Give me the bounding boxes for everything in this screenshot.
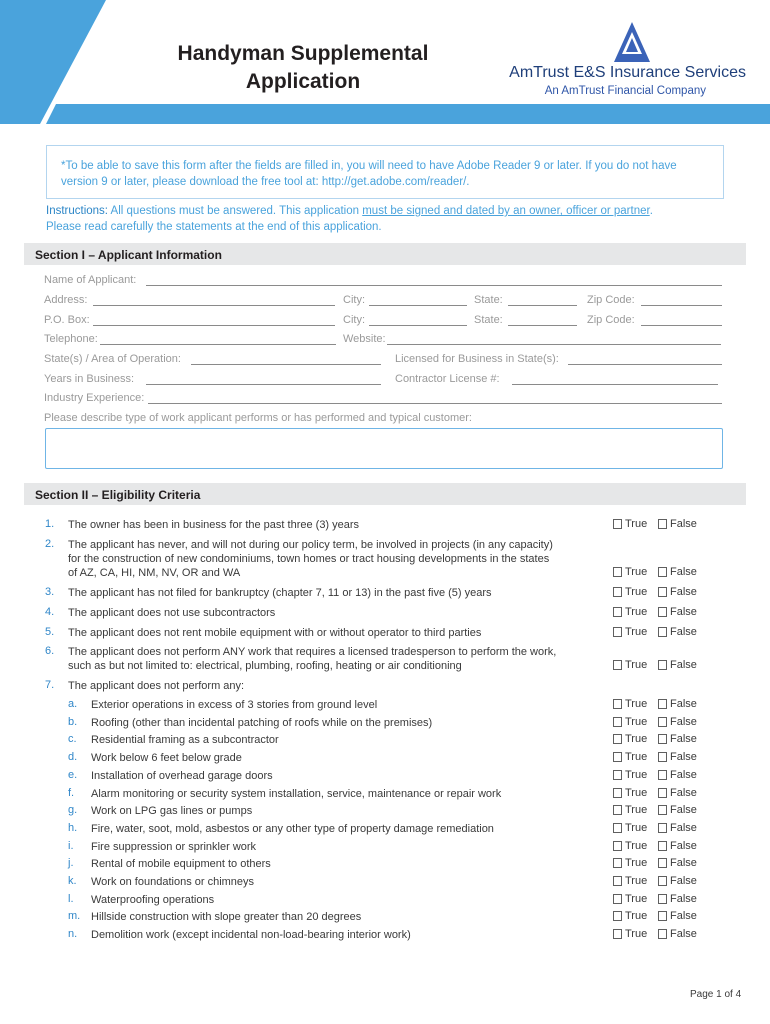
subitem-letter: k.: [68, 875, 77, 887]
section-2-header: Section II – Eligibility Criteria: [24, 483, 746, 505]
subitem-letter: d.: [68, 751, 78, 763]
subitem-letter: j.: [68, 857, 74, 869]
subitem-c-false-checkbox[interactable]: [658, 734, 667, 744]
subitem-n-true-label: True: [625, 928, 648, 940]
question-number: 2.: [45, 538, 55, 550]
states-area-label: State(s) / Area of Operation:: [44, 353, 181, 365]
applicant-name-field[interactable]: [146, 285, 722, 286]
subitem-i-false-checkbox[interactable]: [658, 841, 667, 851]
form-title: [150, 40, 456, 96]
subitem-letter: i.: [68, 840, 74, 852]
instructions-period: .: [649, 205, 653, 217]
subitem-a-true-checkbox[interactable]: [613, 699, 622, 709]
zip-field[interactable]: [641, 305, 722, 306]
question-5-true-checkbox[interactable]: [613, 627, 622, 637]
telephone-field[interactable]: [100, 344, 336, 345]
subitem-text: Work on LPG gas lines or pumps: [91, 805, 253, 817]
subitem-j-false-checkbox[interactable]: [658, 858, 667, 868]
question-4-true-checkbox[interactable]: [613, 607, 622, 617]
subitem-n-true-checkbox[interactable]: [613, 929, 622, 939]
question-1-false-label: False: [670, 518, 697, 530]
pobox-state-field[interactable]: [508, 325, 577, 326]
state-label: State:: [474, 294, 503, 306]
subitem-letter: e.: [68, 769, 78, 781]
question-4-false-checkbox[interactable]: [658, 607, 667, 617]
instructions-label: Instructions:: [46, 205, 108, 217]
question-5-false-label: False: [670, 626, 697, 638]
subitem-g-false-label: False: [670, 804, 697, 816]
subitem-j-true-checkbox[interactable]: [613, 858, 622, 868]
zip-label: Zip Code:: [587, 294, 635, 306]
subitem-g-true-checkbox[interactable]: [613, 805, 622, 815]
question-3-false-checkbox[interactable]: [658, 587, 667, 597]
subitem-text: Fire suppression or sprinkler work: [91, 841, 257, 853]
years-in-business-label: Years in Business:: [44, 373, 135, 385]
question-6-true-checkbox[interactable]: [613, 660, 622, 670]
question-6-false-checkbox[interactable]: [658, 660, 667, 670]
subitem-d-true-checkbox[interactable]: [613, 752, 622, 762]
question-number: 3.: [45, 586, 55, 598]
pobox-city-label: City:: [343, 314, 365, 326]
subitem-j-true-label: True: [625, 857, 648, 869]
subitem-text: Alarm monitoring or security system installation, service, maintenance or repair work: [91, 788, 502, 800]
subitem-k-true-checkbox[interactable]: [613, 876, 622, 886]
pobox-city-field[interactable]: [369, 325, 467, 326]
amtrust-logo-icon: [614, 22, 650, 62]
subitem-d-false-label: False: [670, 751, 697, 763]
subitem-i-true-label: True: [625, 840, 648, 852]
subitem-g-true-label: True: [625, 804, 648, 816]
question-text: The owner has been in business for the past three (3) years: [68, 519, 360, 531]
subitem-l-false-checkbox[interactable]: [658, 894, 667, 904]
subitem-k-false-checkbox[interactable]: [658, 876, 667, 886]
address-field[interactable]: [93, 305, 335, 306]
subitem-text: Demolition work (except incidental non-load-bearing interior work): [91, 929, 411, 941]
subitem-l-false-label: False: [670, 893, 697, 905]
subitem-c-true-checkbox[interactable]: [613, 734, 622, 744]
subitem-g-false-checkbox[interactable]: [658, 805, 667, 815]
pobox-zip-label: Zip Code:: [587, 314, 635, 326]
form-title-line2: Application: [245, 70, 361, 93]
subitem-l-true-checkbox[interactable]: [613, 894, 622, 904]
state-field[interactable]: [508, 305, 577, 306]
industry-experience-label: Industry Experience:: [44, 392, 145, 404]
subitem-b-false-label: False: [670, 716, 697, 728]
describe-work-label: Please describe type of work applicant performs or has performed and typical customer:: [44, 412, 472, 424]
question-text: for the construction of new condominiums, town homes or tract housing developments in the states: [68, 553, 550, 565]
header-banner: [0, 0, 770, 124]
subitem-text: Work below 6 feet below grade: [91, 752, 242, 764]
subitem-text: Residential framing as a subcontractor: [91, 734, 279, 746]
describe-work-textarea[interactable]: [45, 428, 723, 469]
question-1-false-checkbox[interactable]: [658, 519, 667, 529]
subitem-text: Fire, water, soot, mold, asbestos or any other type of property damage remediation: [91, 823, 494, 835]
question-3-false-label: False: [670, 586, 697, 598]
question-6-false-label: False: [670, 659, 697, 671]
question-6-true-label: True: [625, 659, 648, 671]
licensed-states-field[interactable]: [568, 364, 722, 365]
question-text: The applicant does not rent mobile equipment with or without operator to third parties: [68, 627, 482, 639]
subitem-c-false-label: False: [670, 733, 697, 745]
subitem-letter: f.: [68, 787, 75, 799]
question-3-true-checkbox[interactable]: [613, 587, 622, 597]
question-4-false-label: False: [670, 606, 697, 618]
question-text: The applicant does not perform any:: [68, 680, 245, 692]
adobe-reader-note: *To be able to save this form after the fields are filled in, you will need to have Adobe Reader 9 or later. If you do not have version 9 or later, please download the free tool at: http://get.adobe.com/reader/.: [46, 145, 724, 199]
question-text: such as but not limited to: electrical, plumbing, roofing, heating or air conditioning: [68, 660, 462, 672]
question-2-false-checkbox[interactable]: [658, 567, 667, 577]
question-2-false-label: False: [670, 566, 697, 578]
form-title-line1: Handyman Supplemental: [177, 42, 429, 65]
subitem-i-false-label: False: [670, 840, 697, 852]
subitem-e-false-checkbox[interactable]: [658, 770, 667, 780]
subitem-a-true-label: True: [625, 698, 648, 710]
subitem-k-true-label: True: [625, 875, 648, 887]
subitem-m-false-label: False: [670, 910, 697, 922]
page-number: Page 1 of 4: [690, 989, 742, 1000]
subitem-j-false-label: False: [670, 857, 697, 869]
subitem-m-true-checkbox[interactable]: [613, 911, 622, 921]
subitem-text: Exterior operations in excess of 3 stories from ground level: [91, 699, 378, 711]
subitem-text: Waterproofing operations: [91, 894, 215, 906]
subitem-e-true-label: True: [625, 769, 648, 781]
subitem-letter: h.: [68, 822, 78, 834]
subitem-e-false-label: False: [670, 769, 697, 781]
question-number: 1.: [45, 518, 55, 530]
subitem-letter: b.: [68, 716, 78, 728]
subitem-f-false-label: False: [670, 787, 697, 799]
question-3-true-label: True: [625, 586, 648, 598]
subitem-a-false-checkbox[interactable]: [658, 699, 667, 709]
subitem-b-true-label: True: [625, 716, 648, 728]
contractor-license-field[interactable]: [512, 384, 718, 385]
question-4-true-label: True: [625, 606, 648, 618]
subitem-h-false-checkbox[interactable]: [658, 823, 667, 833]
pobox-label: P.O. Box:: [44, 314, 90, 326]
city-field[interactable]: [369, 305, 467, 306]
subitem-b-true-checkbox[interactable]: [613, 717, 622, 727]
subitem-letter: m.: [68, 910, 81, 922]
question-number: 6.: [45, 645, 55, 657]
question-number: 4.: [45, 606, 55, 618]
subitem-text: Rental of mobile equipment to others: [91, 858, 271, 870]
pobox-state-label: State:: [474, 314, 503, 326]
subitem-e-true-checkbox[interactable]: [613, 770, 622, 780]
subitem-k-false-label: False: [670, 875, 697, 887]
subitem-m-false-checkbox[interactable]: [658, 911, 667, 921]
telephone-label: Telephone:: [44, 333, 98, 345]
subitem-m-true-label: True: [625, 910, 648, 922]
subitem-n-false-label: False: [670, 928, 697, 940]
subitem-a-false-label: False: [670, 698, 697, 710]
pobox-field[interactable]: [93, 325, 335, 326]
subitem-f-true-checkbox[interactable]: [613, 788, 622, 798]
contractor-license-label: Contractor License #:: [395, 373, 500, 385]
subitem-text: Installation of overhead garage doors: [91, 770, 273, 782]
pobox-zip-field[interactable]: [641, 325, 722, 326]
question-text: of AZ, CA, HI, NM, NV, OR and WA: [68, 567, 241, 579]
website-label: Website:: [343, 333, 386, 345]
subitem-l-true-label: True: [625, 893, 648, 905]
question-1-true-label: True: [625, 518, 648, 530]
question-5-false-checkbox[interactable]: [658, 627, 667, 637]
instructions-underlined: must be signed and dated by an owner, officer or partner: [362, 205, 650, 217]
industry-experience-field[interactable]: [148, 403, 722, 404]
licensed-states-label: Licensed for Business in State(s):: [395, 353, 559, 365]
subitem-d-true-label: True: [625, 751, 648, 763]
subitem-text: Hillside construction with slope greater than 20 degrees: [91, 911, 362, 923]
instructions: [46, 203, 736, 235]
subitem-text: Work on foundations or chimneys: [91, 876, 255, 888]
subitem-f-false-checkbox[interactable]: [658, 788, 667, 798]
city-label: City:: [343, 294, 365, 306]
subitem-h-false-label: False: [670, 822, 697, 834]
instructions-text: All questions must be answered. This application: [108, 205, 363, 217]
subitem-text: Roofing (other than incidental patching of roofs while on the premises): [91, 717, 433, 729]
question-text: The applicant has never, and will not during our policy term, be involved in projects (in any capacity): [68, 539, 553, 551]
subitem-letter: g.: [68, 804, 78, 816]
subitem-i-true-checkbox[interactable]: [613, 841, 622, 851]
question-number: 5.: [45, 626, 55, 638]
question-1-true-checkbox[interactable]: [613, 519, 622, 529]
question-2-true-label: True: [625, 566, 648, 578]
company-subtitle: An AmTrust Financial Company: [544, 85, 706, 97]
subitem-letter: n.: [68, 928, 78, 940]
subitem-h-true-checkbox[interactable]: [613, 823, 622, 833]
question-number: 7.: [45, 679, 55, 691]
address-label: Address:: [44, 294, 88, 306]
applicant-name-label: Name of Applicant:: [44, 274, 137, 286]
instructions-line2: Please read carefully the statements at the end of this application.: [46, 221, 382, 233]
subitem-letter: c.: [68, 733, 77, 745]
question-text: The applicant has not filed for bankruptcy (chapter 7, 11 or 13) in the past five (5) years: [68, 587, 492, 599]
section-1-header: Section I – Applicant Information: [24, 243, 746, 265]
question-text: The applicant does not perform ANY work that requires a licensed tradesperson to perform the work,: [68, 646, 557, 658]
states-area-field[interactable]: [191, 364, 381, 365]
subitem-c-true-label: True: [625, 733, 648, 745]
subitem-letter: l.: [68, 893, 74, 905]
subitem-f-true-label: True: [625, 787, 648, 799]
subitem-letter: a.: [68, 698, 78, 710]
years-in-business-field[interactable]: [146, 384, 381, 385]
subitem-h-true-label: True: [625, 822, 648, 834]
question-5-true-label: True: [625, 626, 648, 638]
subitem-n-false-checkbox[interactable]: [658, 929, 667, 939]
subitem-b-false-checkbox[interactable]: [658, 717, 667, 727]
subitem-d-false-checkbox[interactable]: [658, 752, 667, 762]
question-text: The applicant does not use subcontractors: [68, 607, 276, 619]
company-name: AmTrust E&S Insurance Services: [509, 64, 746, 81]
website-field[interactable]: [387, 344, 721, 345]
question-2-true-checkbox[interactable]: [613, 567, 622, 577]
